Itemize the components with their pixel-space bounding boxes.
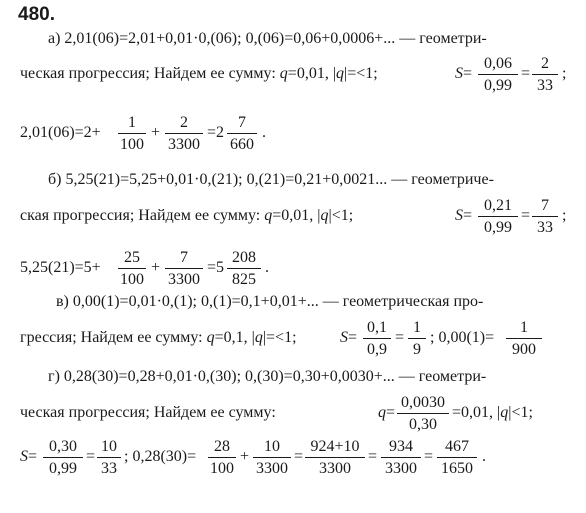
equals-mixed: =5 <box>207 259 225 276</box>
fraction: $\frac{1}{100}$ <box>120 114 144 153</box>
fraction: $\frac{0,21}{0,99}$ <box>478 197 518 236</box>
equals-sign: = <box>521 207 531 224</box>
fraction: $\frac{924+10}{3300}$ <box>305 438 365 477</box>
problem-number: 480. <box>18 4 55 25</box>
fraction: $\frac{7}{660}$ <box>227 114 257 153</box>
part-d-line-2: ческая прогрессия; Найдем ее сумму: <box>20 404 276 421</box>
q-var: q <box>254 329 263 346</box>
fraction: $\frac{0,1}{0,9}$ <box>363 319 391 358</box>
equals-sign: = <box>368 448 378 465</box>
q-var: q <box>336 65 345 82</box>
sum-label: S= <box>20 448 38 465</box>
q-var: q <box>279 65 288 82</box>
fraction: $\frac{1}{900}$ <box>506 319 542 358</box>
plus-sign: + <box>240 448 250 465</box>
semicolon: ; <box>562 65 567 82</box>
part-c-result-label: ; 0,00(1)= <box>430 329 495 346</box>
q-var: q <box>264 207 273 224</box>
semicolon: ; <box>562 207 567 224</box>
part-a-line-1: а) 2,01(06)=2,01+0,01·0,(06); 0,(06)=0,06+0,0006+... — геометри- <box>48 30 487 47</box>
fraction: $\frac{1}{9}$ <box>408 319 426 358</box>
q-var: q <box>320 207 329 224</box>
part-b-line-2: ская прогрессия; Найдем ее сумму: q=0,01, |q|<1; <box>20 207 354 224</box>
plus-sign: + <box>151 124 161 141</box>
part-c-line-2: грессия; Найдем ее сумму: q=0,1, |q|=<1; <box>20 329 297 346</box>
equals-sign: = <box>395 329 405 346</box>
part-d-result-label: ; 0,28(30)= <box>124 448 197 465</box>
sum-label: S= <box>455 65 473 82</box>
equals-mixed: =2 <box>207 124 225 141</box>
period: . <box>482 448 486 465</box>
part-a-line-3-start: 2,01(06)=2+ <box>20 124 101 141</box>
sum-label: S= <box>455 207 473 224</box>
period: . <box>265 259 269 276</box>
part-b-line-3-start: 5,25(21)=5+ <box>20 259 101 276</box>
q-condition: =0,01, |q|<1; <box>452 404 533 421</box>
fraction: $\frac{7}{3300}$ <box>165 249 203 288</box>
fraction: $\frac{0,30}{0,99}$ <box>43 438 83 477</box>
fraction: $\frac{28}{100}$ <box>210 438 234 477</box>
equals-sign: = <box>521 65 531 82</box>
sum-label: S= <box>340 329 358 346</box>
fraction: $\frac{0,06}{0,99}$ <box>478 55 518 94</box>
plus-sign: + <box>151 259 161 276</box>
fraction: $\frac{10}{33}$ <box>97 438 121 477</box>
part-d-line-1: г) 0,28(30)=0,28+0,01·0,(30); 0,(30)=0,30+0,0030+... — геометри- <box>48 368 487 385</box>
equals-sign: = <box>86 448 96 465</box>
period: . <box>262 124 266 141</box>
fraction: $\frac{25}{100}$ <box>120 249 144 288</box>
fraction: $\frac{934}{3300}$ <box>381 438 421 477</box>
fraction: $\frac{467}{1650}$ <box>437 438 477 477</box>
equals-sign: = <box>294 448 304 465</box>
fraction: $\frac{0,0030}{0,30}$ <box>397 394 449 433</box>
part-b-line-1: б) 5,25(21)=5,25+0,01·0,(21); 0,(21)=0,21+0,0021... — геометриче- <box>48 171 494 188</box>
q-label: q= <box>378 404 396 421</box>
q-var: q <box>206 329 215 346</box>
fraction: $\frac{10}{3300}$ <box>253 438 291 477</box>
fraction: $\frac{7}{33}$ <box>532 197 558 236</box>
fraction: $\frac{2}{33}$ <box>532 55 558 94</box>
part-c-line-1: в) 0,00(1)=0,01·0,(1); 0,(1)=0,1+0,01+... — геометрическая про- <box>56 293 484 310</box>
equals-sign: = <box>424 448 434 465</box>
part-a-line-2: ческая прогрессия; Найдем ее сумму: q=0,01, |q|=<1; <box>20 65 378 82</box>
fraction: $\frac{208}{825}$ <box>227 249 261 288</box>
q-var: q <box>500 404 509 421</box>
fraction: $\frac{2}{3300}$ <box>165 114 203 153</box>
